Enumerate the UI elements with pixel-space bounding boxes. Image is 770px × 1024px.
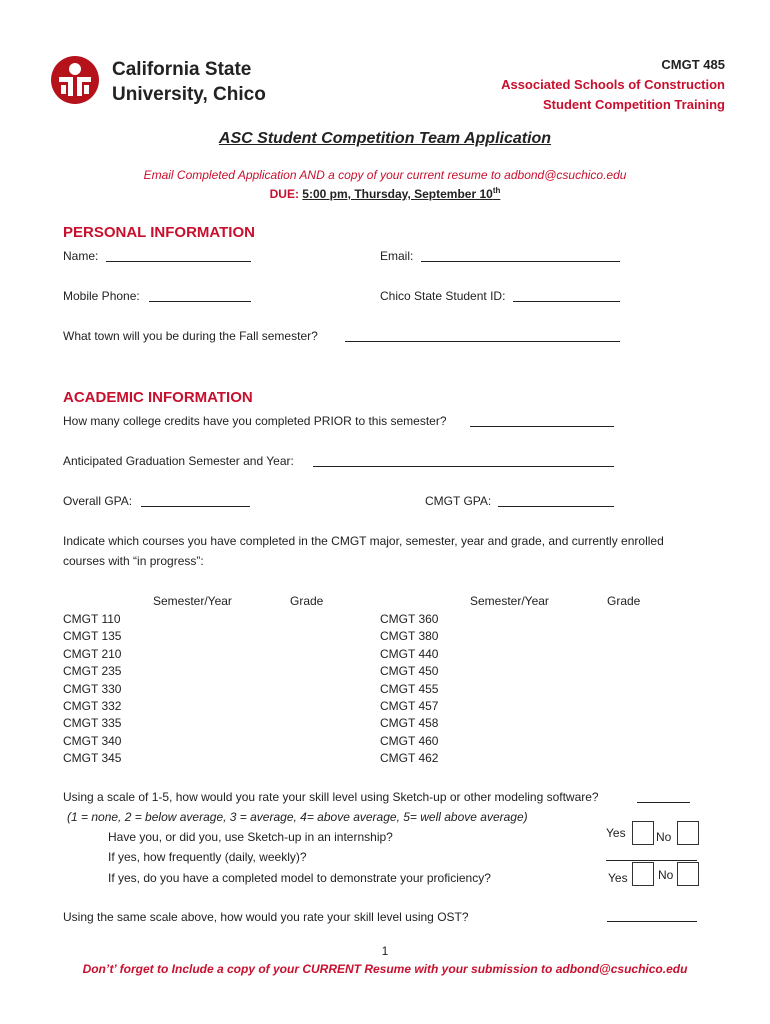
course-item: CMGT 460 xyxy=(380,733,439,748)
course-item: CMGT 345 xyxy=(63,751,122,766)
course-item: CMGT 135 xyxy=(63,629,122,644)
frequency-field[interactable] xyxy=(606,860,697,861)
name-field[interactable] xyxy=(106,261,251,262)
personal-info-heading: PERSONAL INFORMATION xyxy=(63,224,255,241)
right-grade-header: Grade xyxy=(607,594,641,608)
course-item: CMGT 335 xyxy=(63,716,122,731)
right-semester-header: Semester/Year xyxy=(470,594,549,608)
email-instructions: Email Completed Application AND a copy of your current resume to adbond@csuchico.edu xyxy=(143,168,627,182)
model-yes-label: Yes xyxy=(608,871,628,885)
internship-yes-label: Yes xyxy=(606,826,626,840)
frequency-question: If yes, how frequently (daily, weekly)? xyxy=(108,850,307,864)
course-item: CMGT 462 xyxy=(380,751,439,766)
fall-town-field[interactable] xyxy=(345,341,620,342)
overall-gpa-label: Overall GPA: xyxy=(63,494,133,508)
due-date xyxy=(0,186,770,201)
page-number: 1 xyxy=(381,944,389,958)
sketchup-skill-question: Using a scale of 1-5, how would you rate your skill level using Sketch-up or other modeling software? xyxy=(63,790,599,804)
model-yes-checkbox[interactable] xyxy=(632,862,654,886)
course-item: CMGT 360 xyxy=(380,612,439,626)
mobile-phone-field[interactable] xyxy=(149,301,251,302)
courses-left-list xyxy=(63,611,121,768)
due-label: DUE: xyxy=(269,187,299,201)
course-item: CMGT 450 xyxy=(380,664,439,679)
course-item: CMGT 455 xyxy=(380,681,439,696)
course-item: CMGT 235 xyxy=(63,664,122,679)
cmgt-gpa-field[interactable] xyxy=(498,506,614,507)
cmgt-gpa-label: CMGT GPA: xyxy=(425,494,492,508)
course-item: CMGT 110 xyxy=(63,612,121,626)
sketchup-skill-field[interactable] xyxy=(637,802,690,803)
graduation-label: Anticipated Graduation Semester and Year: xyxy=(63,454,294,468)
due-value-text: 5:00 pm, Thursday, September 10 xyxy=(302,187,493,201)
email-label: Email: xyxy=(380,249,414,263)
university-name xyxy=(112,57,266,107)
academic-info-heading: ACADEMIC INFORMATION xyxy=(63,389,253,406)
course-item: CMGT 440 xyxy=(380,646,439,661)
internship-no-checkbox[interactable] xyxy=(677,821,699,845)
left-grade-header: Grade xyxy=(290,594,324,608)
overall-gpa-field[interactable] xyxy=(141,506,250,507)
due-value-suffix: th xyxy=(492,186,501,195)
graduation-field[interactable] xyxy=(313,466,614,467)
due-value xyxy=(302,187,500,201)
university-seal-logo xyxy=(50,55,100,105)
scale-note: (1 = none, 2 = below average, 3 = average, 4= above average, 5= well above average) xyxy=(67,810,528,824)
mobile-phone-label: Mobile Phone: xyxy=(63,289,140,303)
course-item: CMGT 457 xyxy=(380,699,439,714)
course-header xyxy=(501,55,725,115)
course-item: CMGT 210 xyxy=(63,646,122,661)
credits-label: How many college credits have you completed PRIOR to this semester? xyxy=(63,414,447,428)
internship-question: Have you, or did you, use Sketch-up in an internship? xyxy=(108,830,393,844)
university-name-line2: University, Chico xyxy=(112,84,266,105)
course-item: CMGT 330 xyxy=(63,681,122,696)
student-id-label: Chico State Student ID: xyxy=(380,289,506,303)
name-label: Name: xyxy=(63,249,99,263)
model-question: If yes, do you have a completed model to demonstrate your proficiency? xyxy=(108,871,491,885)
courses-right-list xyxy=(380,611,438,768)
resume-reminder: Don’t’ forget to Include a copy of your CURRENT Resume with your submission to adbond@csuchico.edu xyxy=(82,962,688,976)
page-title: ASC Student Competition Team Application xyxy=(218,130,552,147)
university-name-line1: California State xyxy=(112,59,252,80)
program-name: Student Competition Training xyxy=(543,97,725,112)
courses-intro-line2: courses with “in progress”: xyxy=(63,554,204,568)
course-item: CMGT 380 xyxy=(380,629,439,644)
fall-town-label: What town will you be during the Fall semester? xyxy=(63,329,318,343)
left-semester-header: Semester/Year xyxy=(153,594,232,608)
course-item: CMGT 458 xyxy=(380,716,439,731)
credits-field[interactable] xyxy=(470,426,614,427)
course-item: CMGT 340 xyxy=(63,733,122,748)
courses-intro-line1: Indicate which courses you have completed in the CMGT major, semester, year and grade, and currently enrolled xyxy=(63,534,664,548)
model-no-checkbox[interactable] xyxy=(677,862,699,886)
course-code: CMGT 485 xyxy=(661,57,725,72)
email-field[interactable] xyxy=(421,261,620,262)
ost-skill-field[interactable] xyxy=(607,921,697,922)
course-item: CMGT 332 xyxy=(63,699,122,714)
student-id-field[interactable] xyxy=(513,301,620,302)
internship-yes-checkbox[interactable] xyxy=(632,821,654,845)
ost-skill-question: Using the same scale above, how would you rate your skill level using OST? xyxy=(63,910,469,924)
model-no-label: No xyxy=(658,868,674,882)
internship-no-label: No xyxy=(656,830,672,844)
organization-name: Associated Schools of Construction xyxy=(501,77,725,92)
